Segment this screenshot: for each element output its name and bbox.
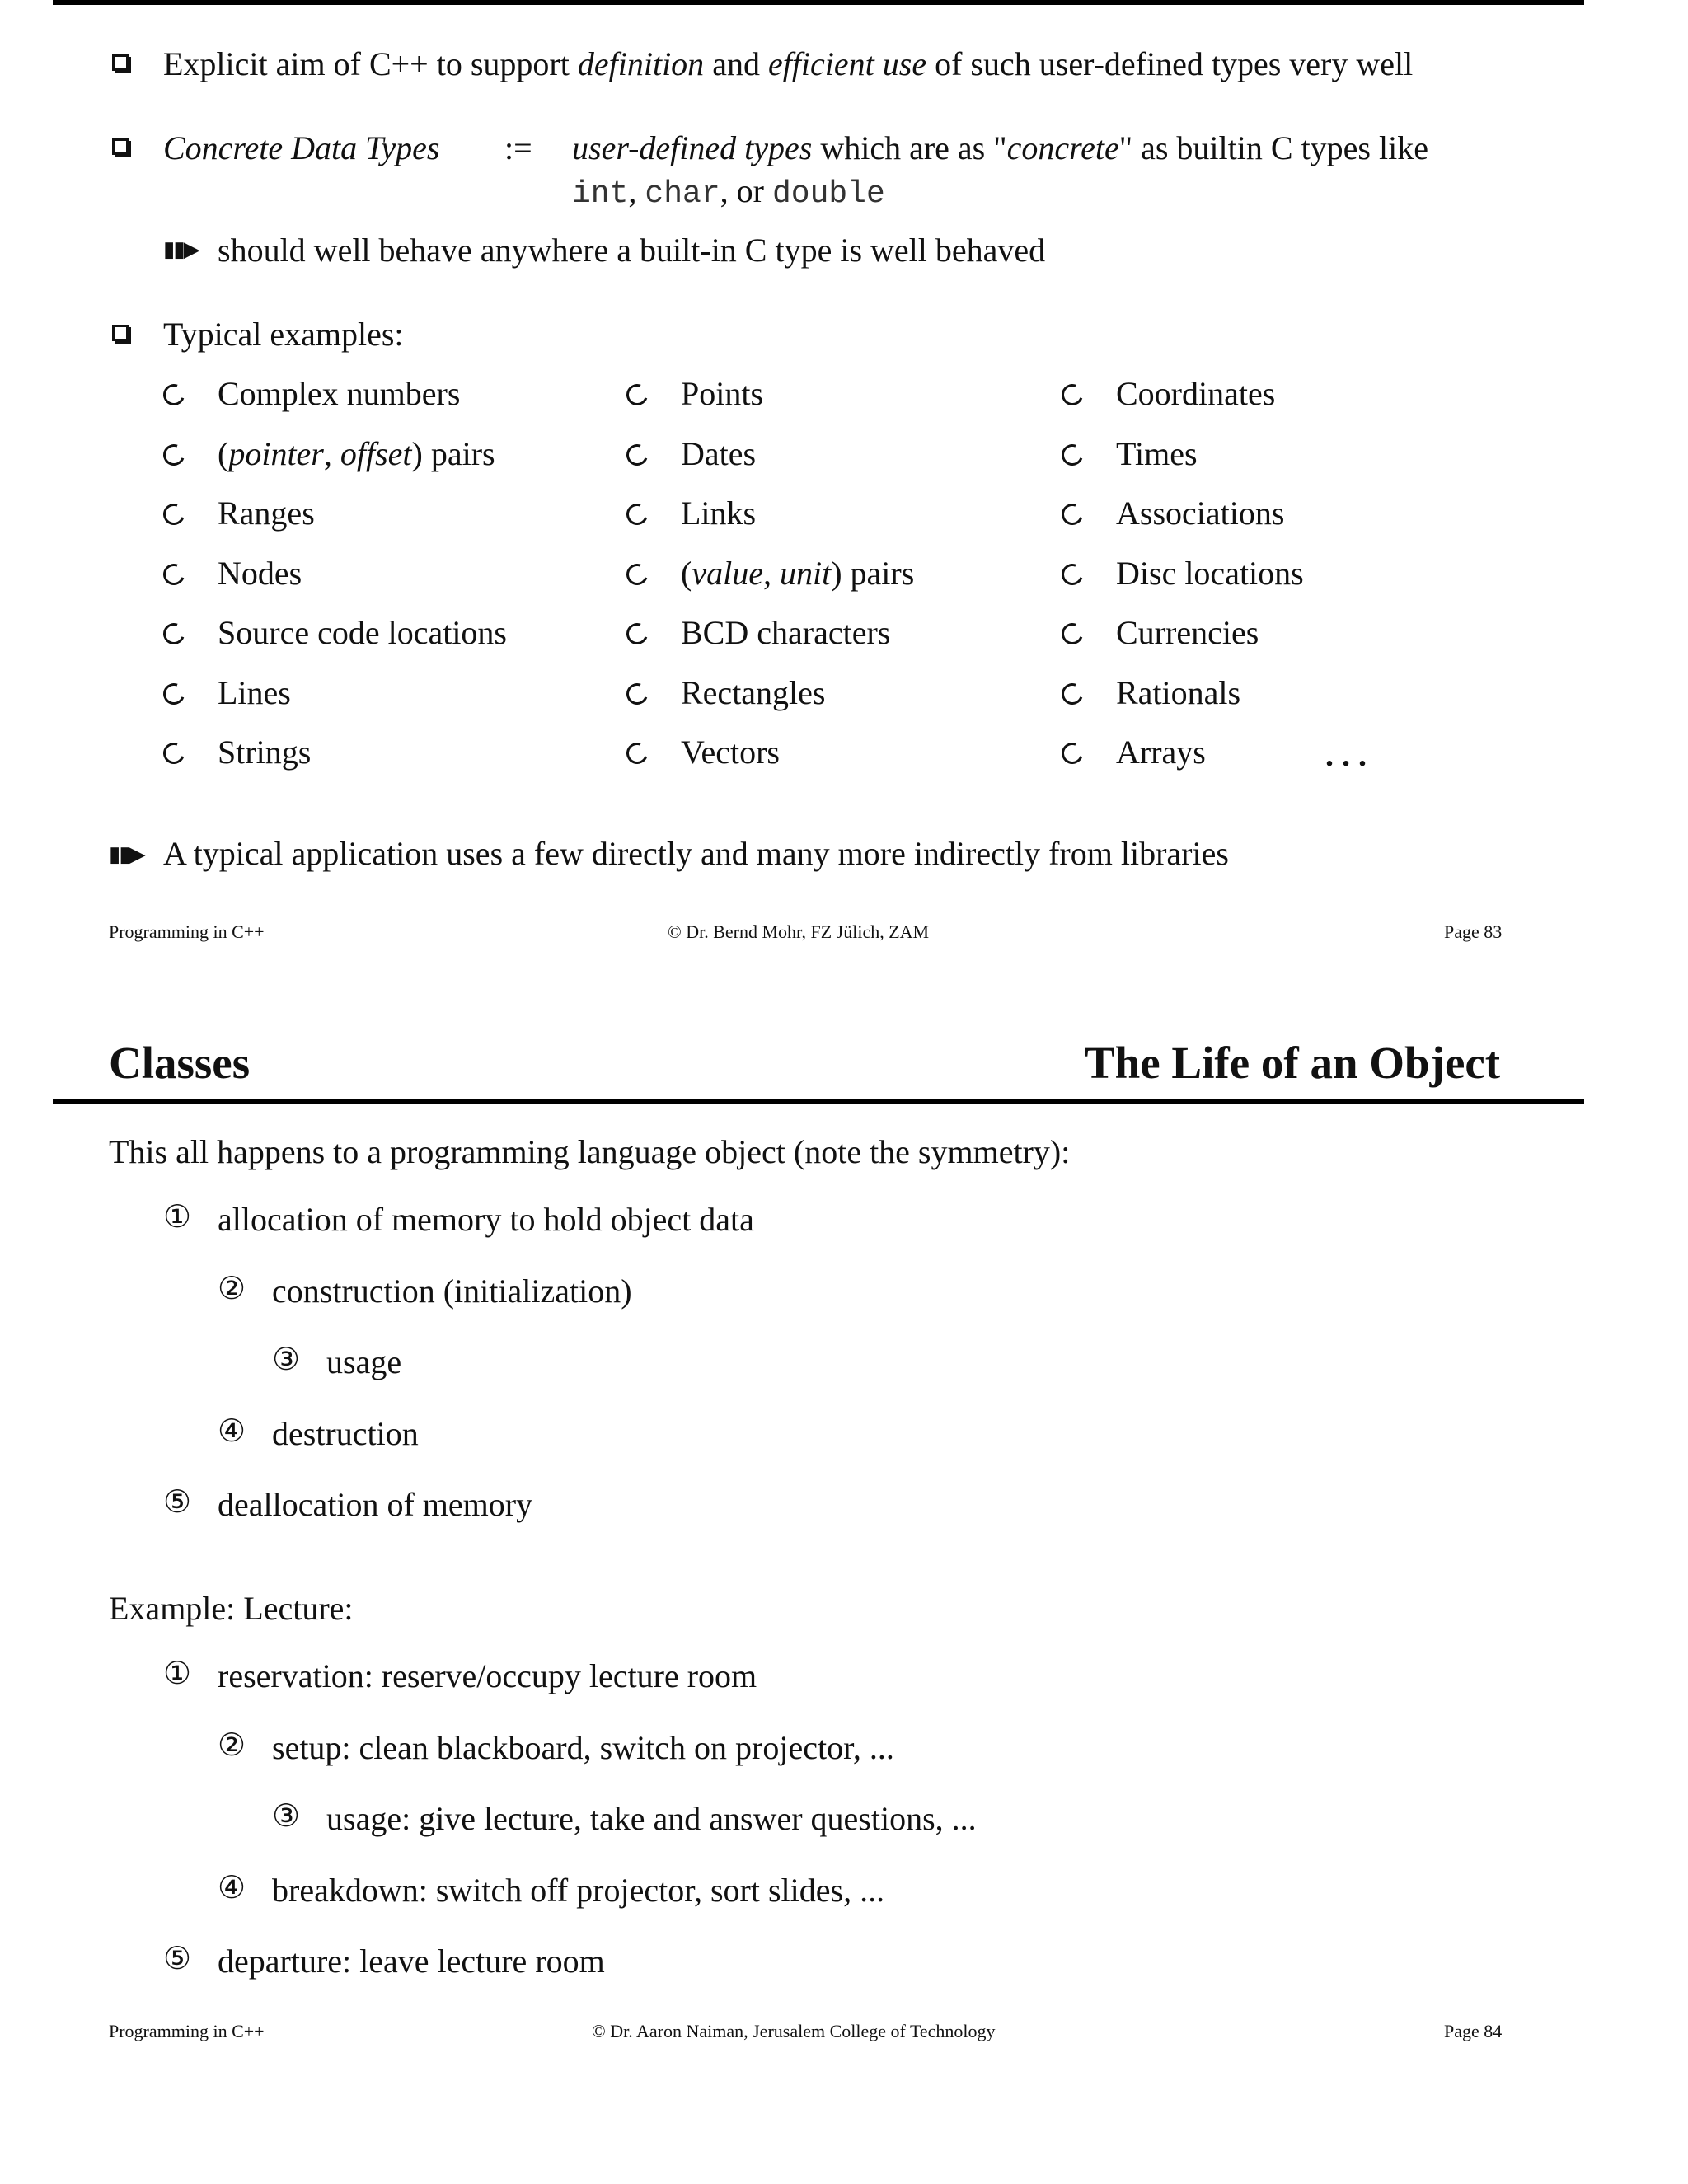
step-text: breakdown: switch off projector, sort slides, ... [272,1871,885,1909]
circle-bullet-icon [160,381,189,410]
step-number-icon: ① [163,1198,192,1235]
step-number-icon: ② [218,1269,246,1306]
circle-bullet-icon [160,440,189,469]
example-item: Times [1116,434,1198,472]
step-text: usage [326,1343,402,1380]
example-item: Disc locations [1116,554,1304,592]
step-number-icon: ② [218,1726,246,1763]
arrow-bullet-icon: ▮▮▶ [109,842,144,867]
page-title: The Life of an Object [1085,1038,1501,1088]
circle-bullet-icon [623,381,652,410]
circle-bullet-icon [623,440,652,469]
circle-bullet-icon [160,739,189,768]
step-text: setup: clean blackboard, switch on projector, ... [272,1728,894,1766]
circle-bullet-icon [1058,560,1087,588]
example-item: Rationals [1116,673,1241,711]
concrete-term: Concrete Data Types [163,129,440,166]
circle-bullet-icon [1058,739,1087,768]
example-item: Coordinates [1116,375,1276,412]
step-number-icon: ④ [218,1868,246,1905]
footer-page-number: Page 84 [1444,2021,1503,2041]
example-item: Nodes [218,554,302,592]
example-item: (pointer, offset) pairs [218,434,495,472]
circle-bullet-icon [1058,620,1087,649]
example-item: Source code locations [218,614,507,651]
concrete-definition: user-defined types which are as "concrete" as builtin C types like [572,129,1428,166]
step-text: usage: give lecture, take and answer questions, ... [326,1800,977,1837]
step-number-icon: ④ [218,1412,246,1449]
circle-bullet-icon [1058,500,1087,529]
footer-left: Programming in C++ [109,2021,265,2041]
circle-bullet-icon [623,679,652,708]
step-number-icon: ③ [272,1797,301,1834]
example-item: Vectors [681,733,780,771]
footer-center: © Dr. Aaron Naiman, Jerusalem College of Technology [592,2021,996,2041]
examples-ellipsis: . . . [1325,736,1367,773]
step-text: departure: leave lecture room [218,1943,605,1980]
section-title: Classes [109,1038,251,1088]
circle-bullet-icon [160,560,189,588]
example-item: Dates [681,434,757,472]
example-item: (value, unit) pairs [681,554,915,592]
footer-center: © Dr. Bernd Mohr, FZ Jülich, ZAM [668,921,930,942]
circle-bullet-icon [160,500,189,529]
example-item: Associations [1116,494,1285,532]
step-text: reservation: reserve/occupy lecture room [218,1657,757,1694]
definition-operator: := [504,129,532,166]
circle-bullet-icon [623,620,652,649]
arrow-bullet-icon: ▮▮▶ [163,237,199,262]
step-text: allocation of memory to hold object data [218,1201,754,1238]
example-item: Complex numbers [218,375,461,412]
circle-bullet-icon [1058,440,1087,469]
behave-text: should well behave anywhere a built-in C type is well behaved [218,232,1046,269]
footer-page-number: Page 83 [1444,921,1503,942]
aim-bullet-text: Explicit aim of C++ to support definition and efficient use of such user-defined types very well [163,45,1414,82]
example-item: Rectangles [681,673,826,711]
step-number-icon: ③ [272,1341,301,1377]
square-bullet-icon [112,138,129,155]
circle-bullet-icon [1058,679,1087,708]
title-rule [53,1099,1584,1104]
example-item: Strings [218,733,312,771]
top-rule [53,0,1584,5]
step-text: deallocation of memory [218,1486,533,1523]
circle-bullet-icon [623,560,652,588]
circle-bullet-icon [160,620,189,649]
footer-left: Programming in C++ [109,921,265,942]
example-item: Lines [218,673,291,711]
example-item: BCD characters [681,614,891,651]
typical-examples-header: Typical examples: [163,316,404,353]
application-text: A typical application uses a few directly and many more indirectly from libraries [163,835,1229,872]
intro-text: This all happens to a programming language object (note the symmetry): [109,1133,1071,1170]
example-item: Points [681,375,764,412]
circle-bullet-icon [160,679,189,708]
step-number-icon: ⑤ [163,1940,192,1976]
square-bullet-icon [112,54,129,71]
example-item: Currencies [1116,614,1259,651]
example-item: Arrays [1116,733,1206,771]
step-text: construction (initialization) [272,1272,632,1310]
builtin-types-line: int, char, or double [572,172,885,212]
example-header: Example: Lecture: [109,1590,354,1627]
step-number-icon: ① [163,1655,192,1691]
example-item: Ranges [218,494,315,532]
circle-bullet-icon [623,739,652,768]
example-item: Links [681,494,757,532]
step-text: destruction [272,1414,419,1452]
step-number-icon: ⑤ [163,1483,192,1520]
circle-bullet-icon [1058,381,1087,410]
square-bullet-icon [112,325,129,341]
circle-bullet-icon [623,500,652,529]
